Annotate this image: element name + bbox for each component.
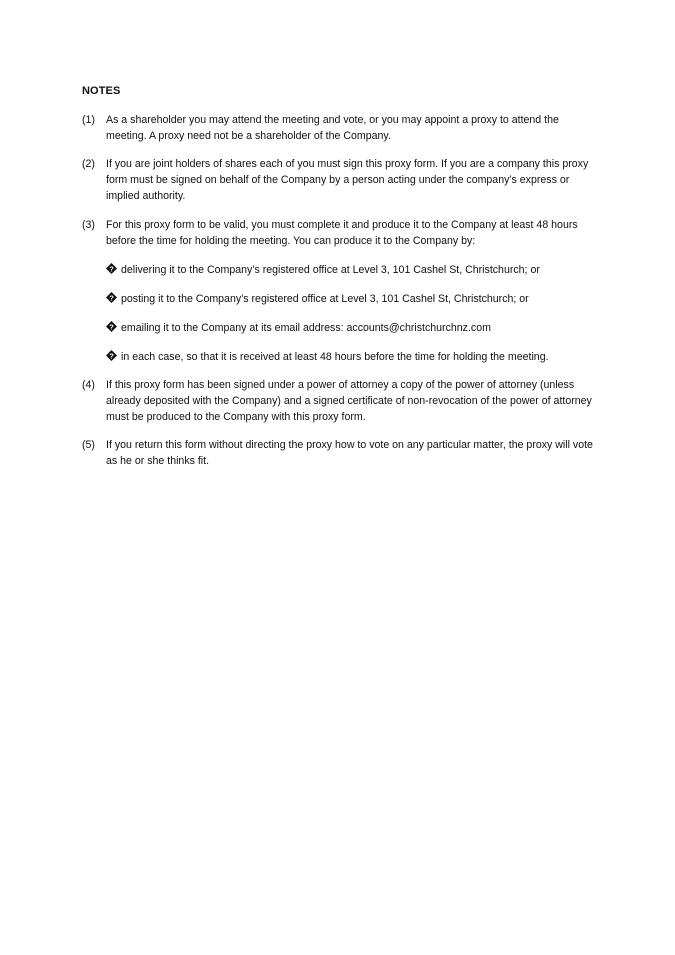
note-item-2 [82, 156, 602, 204]
note-text: If you return this form without directing the proxy how to vote on any particular matter, the proxy will vote as he or she thinks fit. [106, 439, 593, 467]
delivery-option-email [106, 320, 606, 336]
delivery-option-timing [106, 349, 606, 365]
note-number: (4) [82, 379, 95, 391]
bullet-text: emailing it to the Company at its email address: accounts@christchurchnz.com [121, 322, 491, 334]
replacement-character-icon [106, 263, 117, 274]
svg-text:?: ? [109, 322, 114, 332]
svg-text:?: ? [109, 351, 114, 361]
note-item-1 [82, 112, 602, 144]
delivery-option-deliver [106, 262, 606, 278]
svg-text:?: ? [109, 264, 114, 274]
note-number: (2) [82, 158, 95, 170]
note-item-3 [82, 217, 602, 249]
note-text: For this proxy form to be valid, you must complete it and produce it to the Company at least 48 hours before the time for holding the meeting. You can produce it to the Company by: [106, 219, 578, 247]
note-item-5 [82, 437, 602, 469]
bullet-text: in each case, so that it is received at least 48 hours before the time for holding the meeting. [121, 351, 549, 363]
note-text: If this proxy form has been signed under a power of attorney a copy of the power of attorney (unless already deposited with the Company) and a signed certificate of non-revocation of the power of attorney must be produced to the Company with this proxy form. [106, 379, 592, 423]
note-number: (5) [82, 439, 95, 451]
note-number: (1) [82, 114, 95, 126]
bullet-text: posting it to the Company’s registered office at Level 3, 101 Cashel St, Christchurch; or [121, 293, 529, 305]
svg-text:?: ? [109, 293, 114, 303]
note-text: As a shareholder you may attend the meeting and vote, or you may appoint a proxy to attend the meeting. A proxy need not be a shareholder of the Company. [106, 114, 559, 142]
delivery-option-post [106, 291, 606, 307]
note-item-4 [82, 377, 602, 425]
notes-heading: NOTES [82, 85, 121, 97]
replacement-character-icon [106, 350, 117, 361]
replacement-character-icon [106, 292, 117, 303]
note-text: If you are joint holders of shares each of you must sign this proxy form. If you are a company this proxy form must be signed on behalf of the Company by a person acting under the company’s express or implied authority. [106, 158, 589, 202]
bullet-text: delivering it to the Company’s registered office at Level 3, 101 Cashel St, Christchurch; or [121, 264, 540, 276]
replacement-character-icon [106, 321, 117, 332]
note-number: (3) [82, 219, 95, 231]
